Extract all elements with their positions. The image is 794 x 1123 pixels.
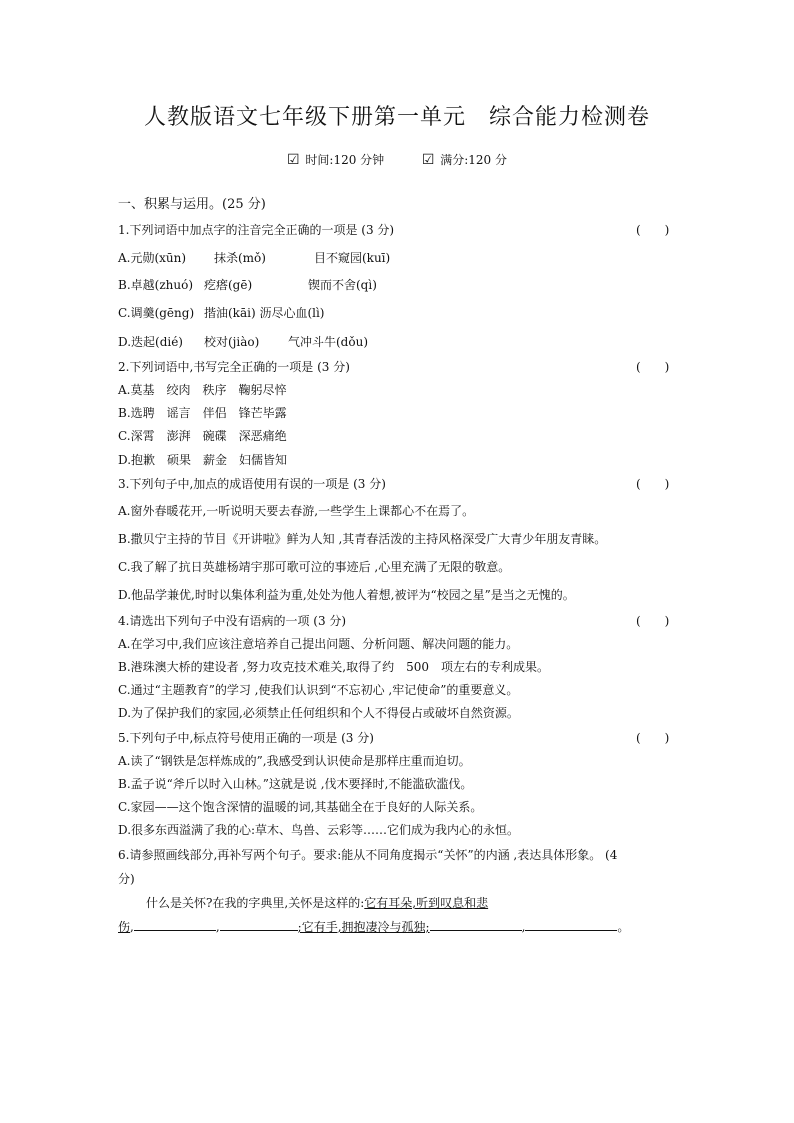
- q6-prompt-line-1: 什么是关怀?在我的字典里,关怀是这样的:它有耳朵,听到叹息和悲: [146, 896, 489, 910]
- question-6-stem-cont: 分): [118, 872, 135, 886]
- answer-blank-4[interactable]: [525, 918, 617, 931]
- question-5-stem: 5.下列句子中,标点符号使用正确的一项是 (3 分): [118, 731, 374, 745]
- q3-option-a: A.窗外春暖花开,一听说明天要去春游,一些学生上课都心不在焉了。: [118, 504, 475, 518]
- q1-option-a: A.元勋(xūn) 抹杀(mǒ) 目不窥园(kuī): [118, 251, 391, 265]
- exam-meta: [0, 151, 794, 168]
- time-limit: 时间:120 分钟: [305, 153, 385, 167]
- section-heading: 一、积累与运用。(25 分): [118, 197, 266, 212]
- q1-option-b: B.卓越(zhuó) 疙瘩(gē) 锲而不舍(qì): [118, 278, 377, 292]
- answer-paren-3[interactable]: ( ): [636, 477, 670, 491]
- underlined-example-2: ;它有手,拥抱凄冷与孤独;: [297, 920, 430, 934]
- question-2-stem: 2.下列词语中,书写完全正确的一项是 (3 分): [118, 360, 350, 374]
- q2-option-c: C.深霄 澎湃 碗碟 深恶痛绝: [118, 429, 287, 443]
- q2-option-d: D.抱歉 硕果 薪金 妇儒皆知: [118, 453, 288, 467]
- q1-option-d: D.迭起(dié) 校对(jiào) 气冲斗牛(dǒu): [118, 335, 368, 349]
- answer-blank-3[interactable]: [430, 918, 522, 931]
- q5-option-d: D.很多东西溢满了我的心:草木、鸟兽、云彩等……它们成为我内心的永恒。: [118, 823, 520, 837]
- question-6-stem: 6.请参照画线部分,再补写两个句子。要求:能从不同角度揭示“关怀”的内涵 ,表达具体形象。 (4: [118, 848, 618, 862]
- underlined-example: 它有耳朵,听到叹息和悲: [364, 896, 489, 910]
- q1-option-c: C.调羹(gēng) 揩油(kāi) 沥尽心血(lì): [118, 306, 325, 320]
- page-title: 人教版语文七年级下册第一单元 综合能力检测卷: [143, 105, 650, 130]
- q2-option-a: A.莫基 绞肉 秩序 鞠躬尽悴: [118, 383, 287, 397]
- q4-option-c: C.通过“主题教育”的学习 ,使我们认识到“不忘初心 ,牢记使命”的重要意义。: [118, 683, 519, 697]
- checkbox-icon: ☑: [421, 152, 435, 168]
- question-4-stem: 4.请选出下列句子中没有语病的一项 (3 分): [118, 614, 347, 628]
- question-3-stem: 3.下列句子中,加点的成语使用有误的一项是 (3 分): [118, 477, 386, 491]
- answer-paren-4[interactable]: ( ): [636, 614, 670, 628]
- answer-blank-2[interactable]: [220, 918, 298, 931]
- q2-option-b: B.选聘 谣言 伴侣 锋芒毕露: [118, 406, 287, 420]
- question-1-stem: 1.下列词语中加点字的注音完全正确的一项是 (3 分): [118, 223, 395, 237]
- full-score: 满分:120 分: [440, 153, 507, 167]
- q4-option-a: A.在学习中,我们应该注意培养自己提出问题、分析问题、解决问题的能力。: [118, 637, 519, 651]
- answer-blank-1[interactable]: [134, 918, 216, 931]
- q3-option-d: D.他品学兼优,时时以集体利益为重,处处为他人着想,被评为“校园之星”是当之无愧的。: [118, 588, 575, 602]
- answer-paren-1[interactable]: ( ): [636, 223, 670, 237]
- q3-option-c: C.我了解了抗日英雄杨靖宇那可歌可泣的事迹后 ,心里充满了无限的敬意。: [118, 560, 511, 574]
- answer-paren-2[interactable]: ( ): [636, 360, 670, 374]
- q5-option-a: A.读了“钢铁是怎样炼成的”,我感受到认识使命是那样庄重而迫切。: [118, 754, 471, 768]
- q4-option-d: D.为了保护我们的家园,必须禁止任何组织和个人不得侵占或破坏自然资源。: [118, 706, 519, 720]
- q4-option-b: B.港珠澳大桥的建设者 ,努力攻克技术难关,取得了约 500 项左右的专利成果。: [118, 660, 549, 674]
- q5-option-c: C.家园——这个饱含深情的温暖的词,其基础全在于良好的人际关系。: [118, 800, 483, 814]
- answer-paren-5[interactable]: ( ): [636, 731, 670, 745]
- q5-option-b: B.孟子说“斧斤以时入山林。”这就是说 ,伐木要择时,不能滥砍滥伐。: [118, 777, 473, 791]
- q3-option-b: B.撒贝宁主持的节目《开讲啦》鲜为人知 ,其青春活泼的主持风格深受广大青少年朋友青睐。: [118, 532, 607, 546]
- q6-prompt-line-2: 伤, , ;它有手,拥抱凄冷与孤独; , 。: [118, 920, 630, 934]
- checkbox-icon: ☑: [287, 152, 300, 168]
